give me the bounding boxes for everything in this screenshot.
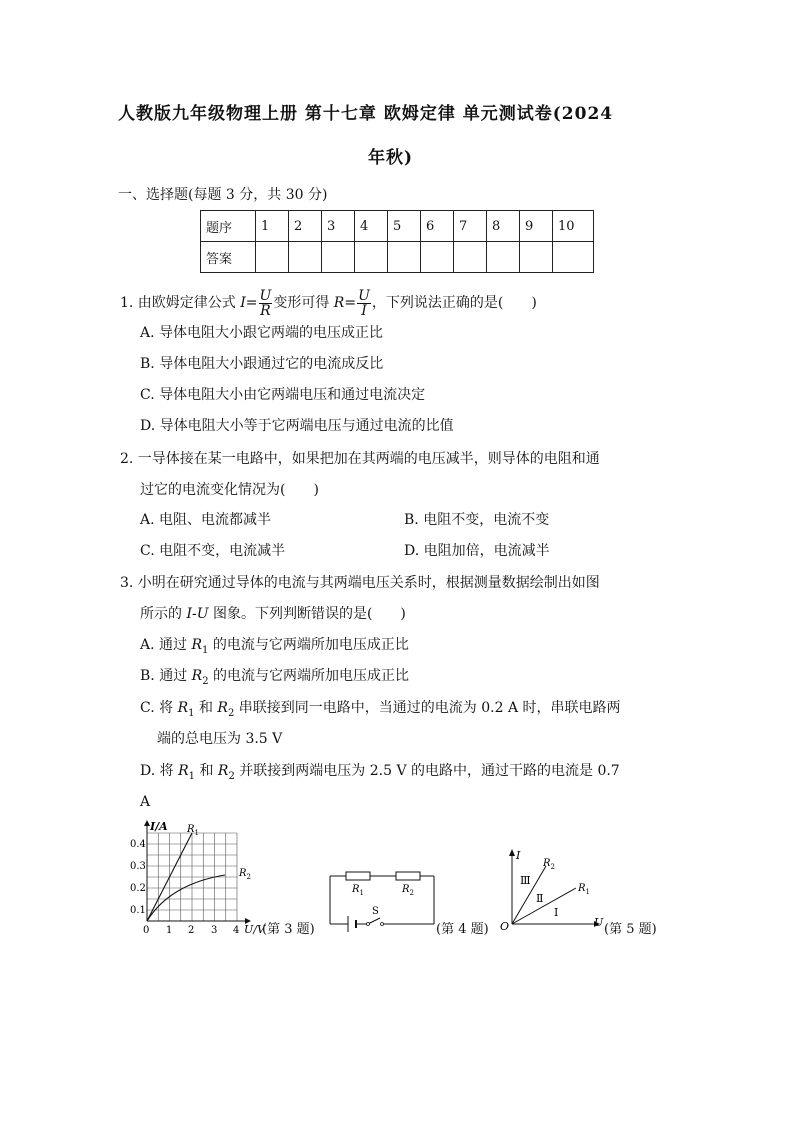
resistor-r1: [346, 872, 370, 880]
y-axis-label: I/A: [150, 820, 168, 833]
answer-cell-8[interactable]: [487, 242, 520, 273]
table-cell: 5: [388, 211, 421, 242]
switch-pivot: [367, 923, 370, 926]
answer-cell-7[interactable]: [454, 242, 487, 273]
figure-4-circuit: [326, 862, 438, 934]
answer-cell-10[interactable]: [553, 242, 594, 273]
u-axis-label: U: [594, 916, 604, 929]
table-cell: 8: [487, 211, 520, 242]
question-2-option-b: B. 电阻不变，电流不变: [404, 512, 550, 528]
table-cell: 6: [421, 211, 454, 242]
figure-4-caption: (第 4 题): [436, 922, 489, 937]
section-heading: 一、选择题(每题 3 分，共 30 分): [118, 187, 328, 203]
x-tick-label: 0: [143, 925, 150, 936]
question-3-option-c-line2: 端的总电压为 3.5 V: [157, 731, 283, 747]
table-row: [201, 211, 594, 242]
question-1-option-a: A. 导体电阻大小跟它两端的电压成正比: [140, 325, 384, 341]
figure-5-iu-regions: [498, 844, 608, 936]
answer-table: [200, 210, 594, 273]
r2-label: $R_2$: [543, 858, 555, 871]
answer-cell-3[interactable]: [322, 242, 355, 273]
x-axis-label: U/V: [244, 923, 265, 936]
table-cell: 答案: [201, 242, 256, 273]
question-2-stem-line2: 过它的电流变化情况为( ): [140, 482, 319, 498]
answer-cell-1[interactable]: [256, 242, 289, 273]
question-1-option-d: D. 导体电阻大小等于它两端电压与通过电流的比值: [140, 418, 454, 434]
table-cell: 9: [520, 211, 553, 242]
x-tick-label: 2: [188, 925, 195, 936]
table-cell: 题序: [201, 211, 256, 242]
region-1-label: Ⅰ: [554, 906, 559, 919]
y-tick-label: 0.4: [130, 839, 146, 850]
origin-label: O: [500, 920, 510, 933]
x-tick-label: 3: [211, 925, 218, 936]
figure-3-iu-graph: [125, 818, 275, 936]
table-cell: 7: [454, 211, 487, 242]
region-2-label: Ⅱ: [536, 892, 544, 905]
x-tick-label: 1: [166, 925, 173, 936]
r2-label: $R_2$: [402, 884, 414, 897]
fraction-u-over-r: $\frac{U}{R}$: [259, 287, 272, 319]
exam-title-line1: 人教版九年级物理上册 第十七章 欧姆定律 单元测试卷(2024: [118, 104, 614, 124]
y-tick-label: 0.2: [130, 883, 146, 894]
question-2-option-a: A. 电阻、电流都减半: [140, 512, 272, 528]
exam-title-line2: 年秋): [368, 148, 414, 168]
answer-cell-9[interactable]: [520, 242, 553, 273]
r1-label: $R_1$: [578, 883, 590, 896]
question-2-stem-line1: 2. 一导体接在某一电路中，如果把加在其两端的电压减半，则导体的电阻和通: [120, 451, 600, 467]
x-tick-label: 4: [233, 925, 240, 936]
switch-label: S: [372, 906, 379, 917]
answer-cell-6[interactable]: [421, 242, 454, 273]
question-3-stem-line1: 3. 小明在研究通过导体的电流与其两端电压关系时，根据测量数据绘制出如图: [120, 575, 600, 591]
switch-contact: [381, 923, 384, 926]
answer-cell-4[interactable]: [355, 242, 388, 273]
table-cell: 4: [355, 211, 388, 242]
question-3-option-b: B. 通过 $R_2$ 的电流与它两端所加电压成正比: [140, 668, 410, 687]
resistor-r2: [396, 872, 420, 880]
region-3-label: Ⅲ: [520, 874, 531, 887]
r1-label: $R_1$: [352, 884, 364, 897]
fraction-u-over-i: $\frac{U}{I}$: [358, 287, 370, 319]
graph-grid: [147, 833, 237, 921]
question-2-option-c: C. 电阻不变，电流减半: [140, 543, 286, 559]
r1-label: $R_1$: [187, 824, 199, 837]
question-3-option-d-line1: D. 将 $R_1$ 和 $R_2$ 并联接到两端电压为 2.5 V 的电路中，通过干路的电流是 0.7: [140, 763, 620, 782]
table-cell: 2: [289, 211, 322, 242]
answer-cell-2[interactable]: [289, 242, 322, 273]
y-tick-label: 0.1: [130, 905, 146, 916]
answer-cell-5[interactable]: [388, 242, 421, 273]
question-1-option-c: C. 导体电阻大小由它两端电压和通过电流决定: [140, 387, 426, 403]
i-axis-label: I: [516, 849, 521, 862]
i-axis-arrow: [509, 849, 515, 856]
question-3-stem-line2: 所示的 I-U 图象。下列判断错误的是( ): [140, 606, 406, 622]
question-1-stem: 1. 由欧姆定律公式 I= $\frac{U}{R}$ 变形可得 R= $\frac{U}{I}$ ，下列说法正确的是( ): [120, 287, 537, 319]
r1-line: [512, 888, 576, 924]
table-cell: 10: [553, 211, 594, 242]
table-row: [201, 242, 594, 273]
y-tick-label: 0.3: [130, 861, 146, 872]
circuit-wires: [330, 876, 434, 924]
figure-5-caption: (第 5 题): [604, 922, 657, 937]
question-1-option-b: B. 导体电阻大小跟通过它的电流成反比: [140, 356, 384, 372]
table-cell: 1: [256, 211, 289, 242]
question-3-option-a: A. 通过 $R_1$ 的电流与它两端所加电压成正比: [140, 637, 409, 656]
figure-3-caption: (第 3 题): [262, 922, 315, 937]
table-cell: 3: [322, 211, 355, 242]
question-3-option-c-line1: C. 将 $R_1$ 和 $R_2$ 串联接到同一电路中，当通过的电流为 0.2 A 时，串联电路两: [140, 700, 621, 719]
question-2-option-d: D. 电阻加倍，电流减半: [404, 543, 550, 559]
r2-label: $R_2$: [239, 868, 251, 881]
question-3-option-d-line2: A: [140, 794, 151, 810]
